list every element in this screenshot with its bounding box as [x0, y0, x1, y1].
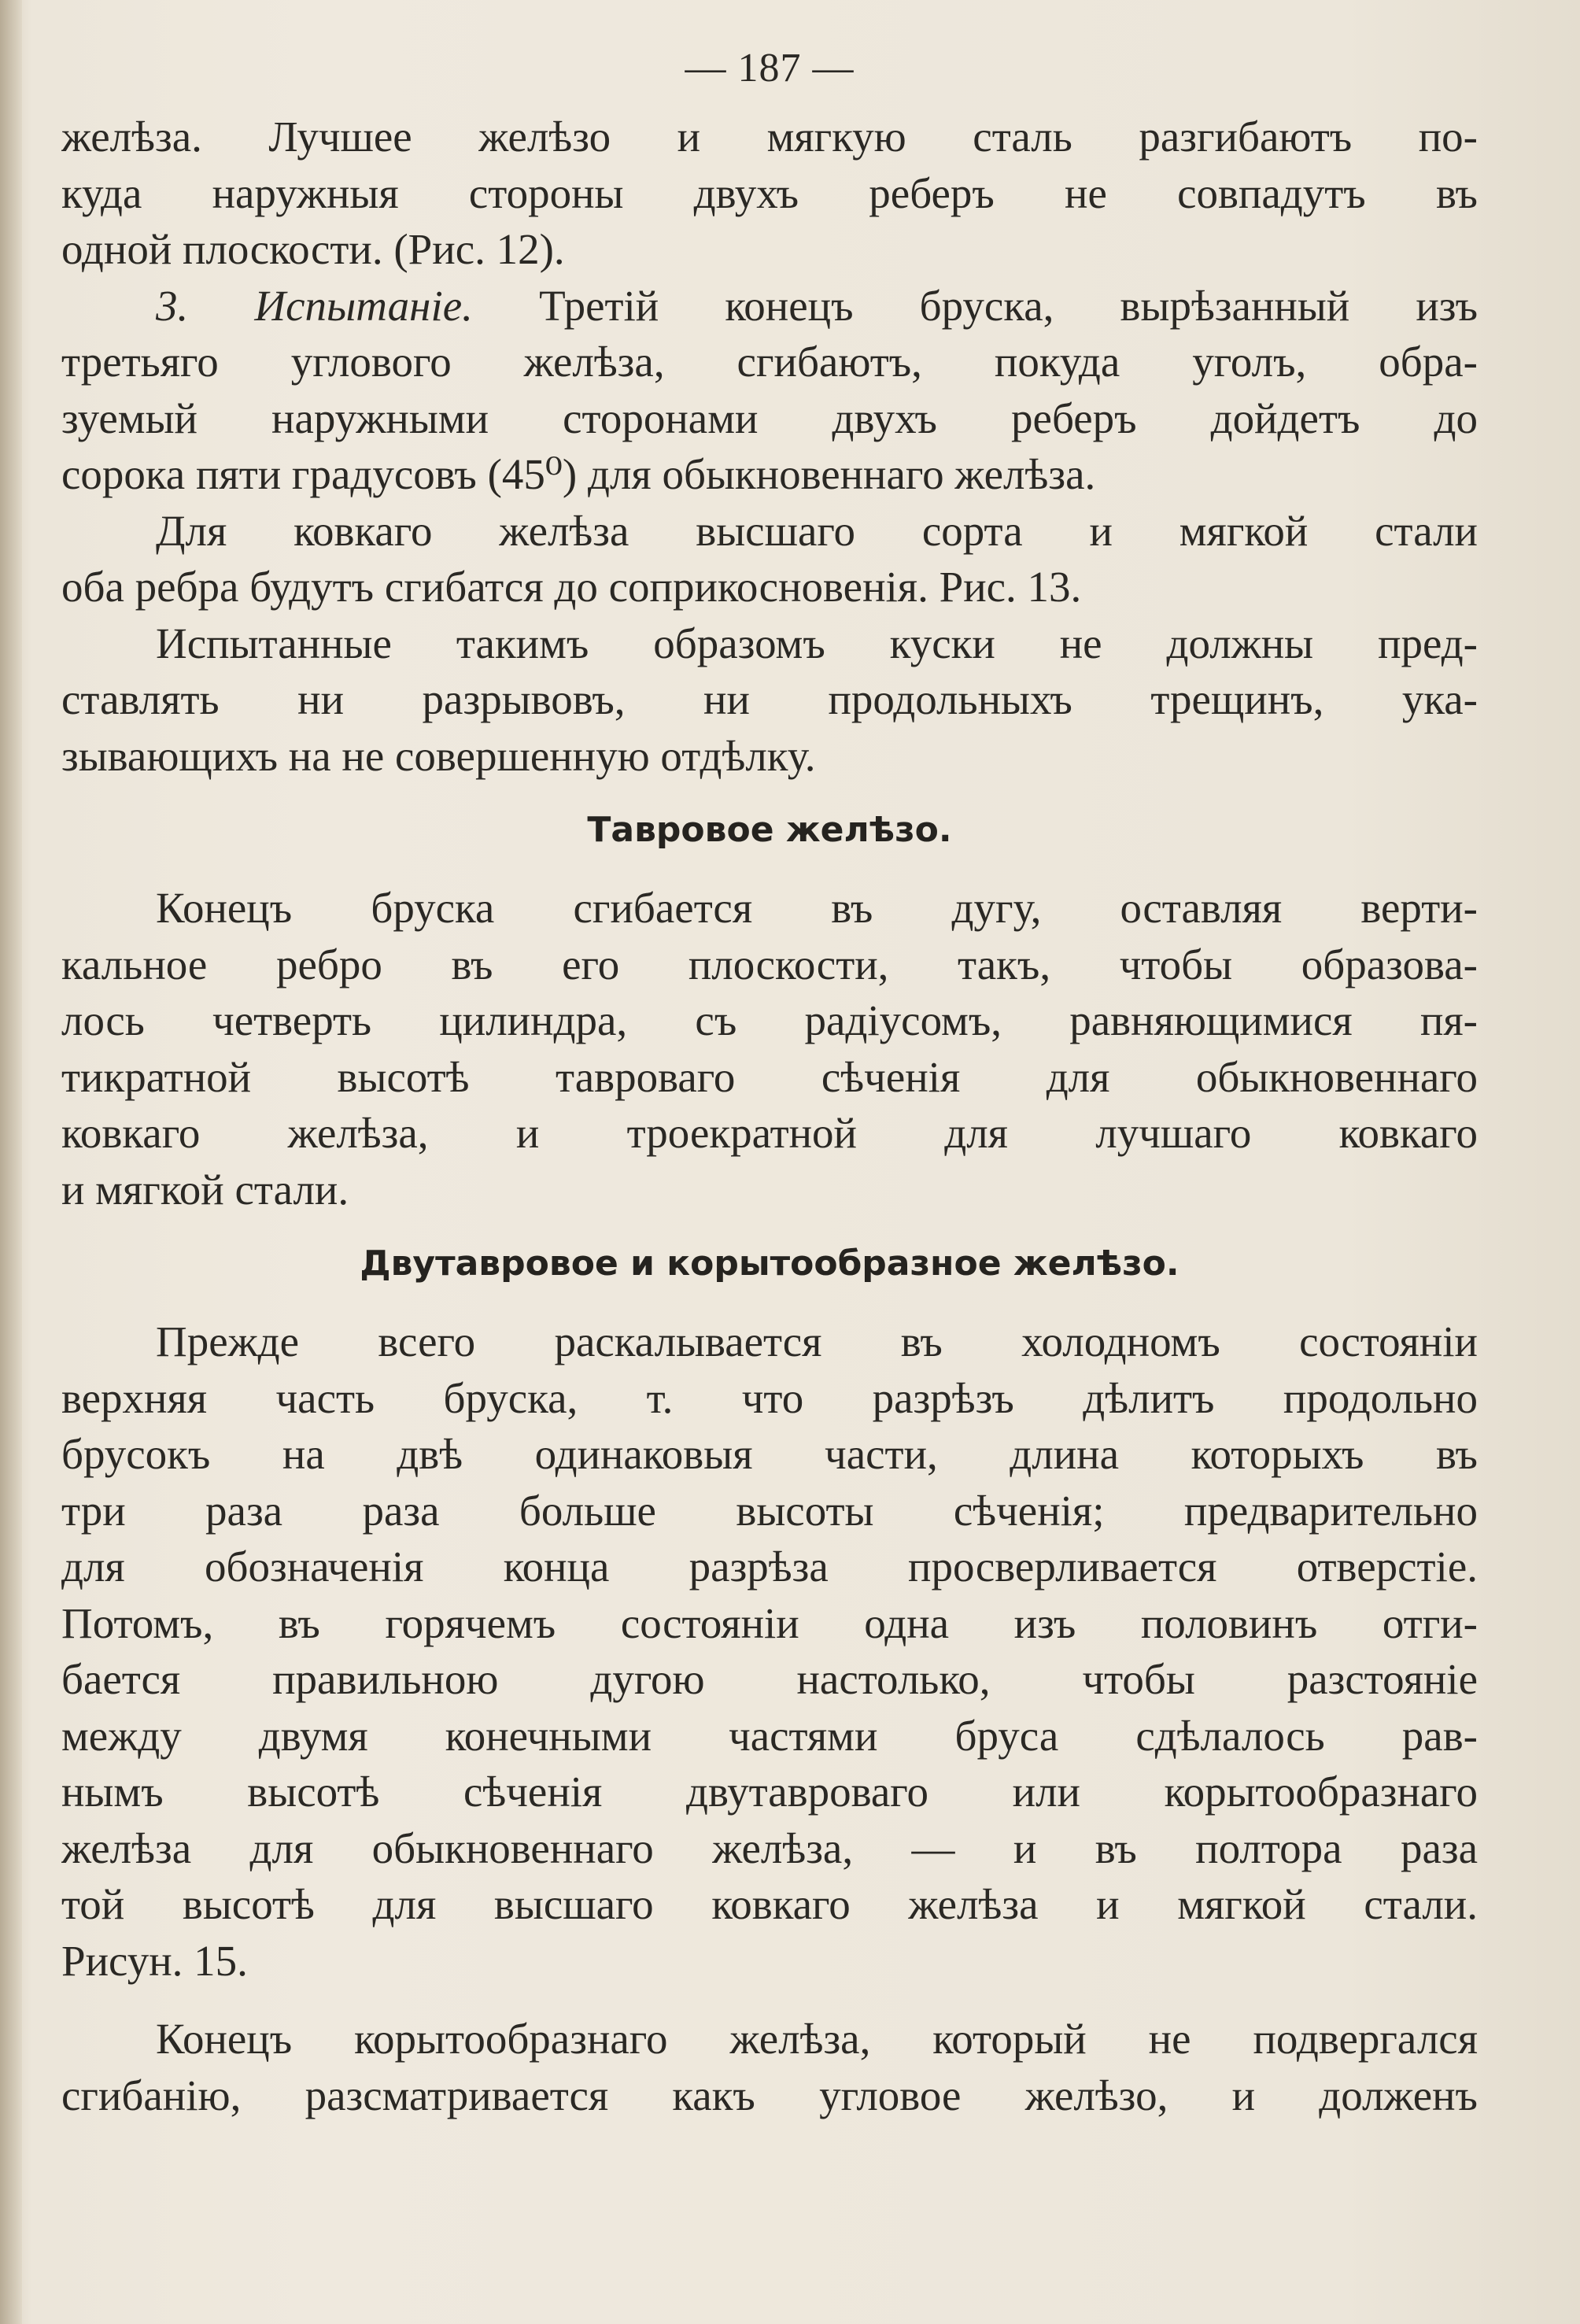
- text-line: зывающихъ на не совершенную отдѣлку.: [61, 731, 816, 780]
- text-line: нымъ высотѣ сѣченія двутавроваго или корытообразнаго: [61, 1768, 1478, 1816]
- text-line: Прежде всего раскалывается въ холодномъ состояніи: [156, 1317, 1478, 1365]
- text-line: ставлять ни разрывовъ, ни продольныхъ трещинъ, ука-: [61, 675, 1478, 723]
- page-content: [61, 39, 1478, 2123]
- text-line: желѣза. Лучшее желѣзо и мягкую сталь разгибаютъ по-: [61, 113, 1478, 161]
- text-line: третьяго углового желѣза, сгибаютъ, покуда уголъ, обра-: [61, 338, 1478, 386]
- paragraph-i-beam: [61, 1313, 1478, 1989]
- text-line: Испытанные такимъ образомъ куски не должны пред-: [156, 619, 1478, 667]
- text-line: три раза раза больше высоты сѣченія; предварительно: [61, 1486, 1478, 1535]
- text-line: лось четверть цилиндра, съ радіусомъ, равняющимися пя-: [61, 996, 1478, 1044]
- text-line: сгибанію, разсматривается какъ угловое желѣзо, и долженъ: [61, 2071, 1478, 2119]
- paragraph-channel-end: [61, 2011, 1478, 2123]
- text-line: для обозначенія конца разрѣза просверливается отверстіе.: [61, 1543, 1478, 1591]
- text-line: Для ковкаго желѣза высшаго сорта и мягкой стали: [156, 506, 1478, 555]
- text-line: бается правильною дугою настолько, чтобы разстояніе: [61, 1655, 1478, 1703]
- binding-shadow: [0, 0, 22, 2324]
- text-line: оба ребра будутъ сгибатся до соприкосновенія. Рис. 13.: [61, 563, 1082, 611]
- paragraph-forged-iron: [61, 503, 1478, 615]
- text-line: Конецъ корытообразнаго желѣза, который не подвергался: [156, 2015, 1478, 2063]
- paragraph-tee-iron: [61, 880, 1478, 1217]
- text-line: ковкаго желѣза, и троекратной для лучшаго ковкаго: [61, 1109, 1478, 1157]
- text-line: Конецъ бруска сгибается въ дугу, оставляя верти-: [156, 884, 1478, 932]
- text-line: сорока пяти градусовъ (45⁰) для обыкновеннаго желѣза.: [61, 450, 1096, 498]
- paragraph-gap: [61, 1989, 1478, 2011]
- test-3-first-line: Третій конецъ бруска, вырѣзанный изъ: [539, 281, 1478, 330]
- paragraph-test-3: [61, 278, 1478, 503]
- paragraph-intro: [61, 109, 1478, 278]
- text-line: брусокъ на двѣ одинаковыя части, длина которыхъ въ: [61, 1430, 1478, 1478]
- text-line: верхняя часть бруска, т. что разрѣзъ дѣлитъ продольно: [61, 1373, 1478, 1422]
- text-line: [61, 278, 1478, 334]
- section-heading-tee-iron: Тавровое желѣзо.: [587, 810, 952, 850]
- paragraph-tested-pieces: [61, 615, 1478, 785]
- text-line: тикратной высотѣ тавроваго сѣченія для обыкновеннаго: [61, 1052, 1478, 1101]
- section-heading-i-beam-channel: Двутавровое и корытообразное желѣзо.: [360, 1243, 1179, 1284]
- text-line: той высотѣ для высшаго ковкаго желѣза и мягкой стали.: [61, 1880, 1478, 1928]
- text-line: Рисун. 15.: [61, 1936, 248, 1985]
- text-line: зуемый наружными сторонами двухъ реберъ дойдетъ до: [61, 393, 1478, 442]
- text-line: желѣза для обыкновеннаго желѣза, — и въ полтора раза: [61, 1823, 1478, 1872]
- text-line: и мягкой стали.: [61, 1165, 349, 1214]
- text-line: кальное ребро въ его плоскости, такъ, чтобы образова-: [61, 940, 1478, 988]
- text-line: куда наружныя стороны двухъ реберъ не совпадутъ въ: [61, 168, 1478, 217]
- text-line: Потомъ, въ горячемъ состояніи одна изъ половинъ отги-: [61, 1598, 1478, 1647]
- test-3-label: 3. Испытаніе.: [156, 281, 473, 330]
- page-number: — 187 —: [685, 46, 855, 91]
- text-line: между двумя конечными частями бруса сдѣлалось рав-: [61, 1711, 1478, 1760]
- text-line: одной плоскости. (Рис. 12).: [61, 225, 565, 273]
